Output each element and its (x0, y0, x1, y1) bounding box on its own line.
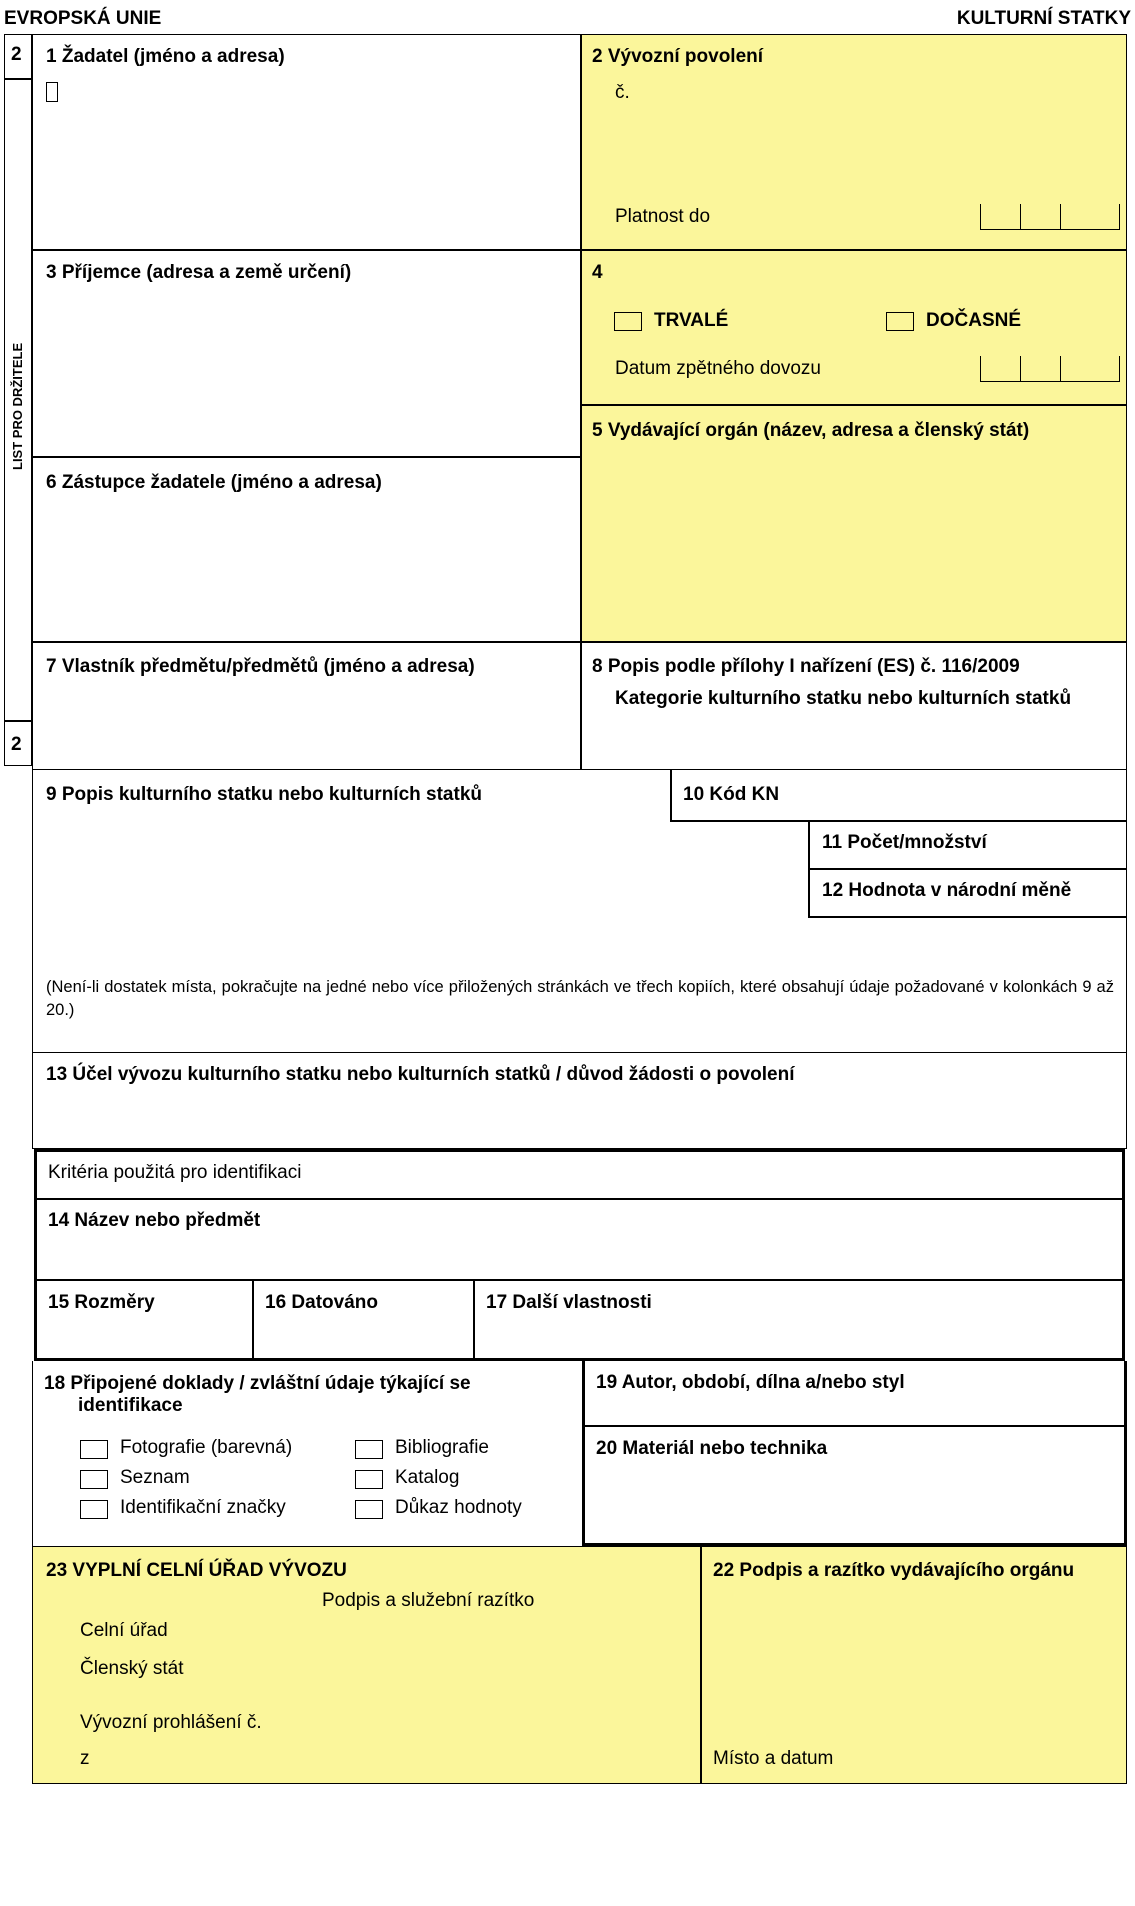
temporary-checkbox[interactable] (886, 312, 914, 331)
box23-export-declaration: Vývozní prohlášení č. (80, 1712, 262, 1733)
photo-label: Fotografie (barevná) (120, 1437, 293, 1458)
permanent-label: TRVALÉ (654, 310, 729, 331)
box18-label-line1: 18 Připojené doklady / zvláštní údaje týkající se (44, 1373, 471, 1394)
valid-until-year[interactable] (1060, 204, 1120, 230)
continuation-note: (Není-li dostatek místa, pokračujte na jedné nebo více přiložených stránkách ve třech kopiích, které obsahují údaje požadované v kolonkách 9 až 20.) (46, 978, 1114, 1019)
box1-label: 1 Žadatel (jméno a adresa) (46, 46, 285, 67)
list-checkbox[interactable] (80, 1470, 108, 1489)
box1-input[interactable] (46, 82, 58, 102)
box17-label: 17 Další vlastnosti (486, 1292, 652, 1313)
side-label: LIST PRO DRŽITELE (10, 342, 25, 470)
box20-label: 20 Materiál nebo technika (596, 1438, 828, 1459)
box11-label: 11 Počet/množství (822, 832, 987, 853)
list-label: Seznam (120, 1467, 190, 1488)
box22-label: 22 Podpis a razítko vydávajícího orgánu (713, 1560, 1075, 1581)
box23-label: 23 VYPLNÍ CELNÍ ÚŘAD VÝVOZU (46, 1560, 347, 1581)
box10-label: 10 Kód KN (683, 784, 780, 805)
reimport-date-label: Datum zpětného dovozu (615, 358, 821, 379)
box18-label (44, 1373, 567, 1417)
box9-label: 9 Popis kulturního statku nebo kulturních statků (46, 784, 482, 805)
box2-label: 2 Vývozní povolení (592, 46, 764, 67)
reimport-year[interactable] (1060, 356, 1120, 382)
box23-customs-office: Celní úřad (80, 1620, 168, 1641)
catalogue-label: Katalog (395, 1467, 460, 1488)
box23-of: z (80, 1748, 90, 1769)
box23-member-state: Členský stát (80, 1658, 184, 1679)
catalogue-checkbox[interactable] (355, 1470, 383, 1489)
box12-label: 12 Hodnota v národní měně (822, 880, 1072, 901)
value-proof-checkbox[interactable] (355, 1500, 383, 1519)
box5-label: 5 Vydávající orgán (název, adresa a členský stát) (592, 420, 1030, 441)
header-right: KULTURNÍ STATKY (956, 8, 1131, 29)
bibliography-checkbox[interactable] (355, 1440, 383, 1459)
sheet-number-top: 2 (11, 44, 22, 65)
box7-label: 7 Vlastník předmětu/předmětů (jméno a adresa) (46, 656, 475, 677)
box2-valid-until: Platnost do (615, 206, 711, 227)
criteria-title: Kritéria použitá pro identifikaci (48, 1162, 302, 1183)
reimport-day[interactable] (980, 356, 1020, 382)
box18-label-line2: identifikace (78, 1395, 183, 1416)
photo-checkbox[interactable] (80, 1440, 108, 1459)
box8-label: 8 Popis podle přílohy I nařízení (ES) č. 116/2009 (592, 656, 1020, 677)
box15-label: 15 Rozměry (48, 1292, 155, 1313)
temporary-label: DOČASNÉ (926, 310, 1022, 331)
reimport-month[interactable] (1020, 356, 1060, 382)
header-left: EVROPSKÁ UNIE (4, 8, 162, 29)
box16-label: 16 Datováno (265, 1292, 378, 1313)
box8-sub: Kategorie kulturního statku nebo kulturních statků (615, 688, 1072, 709)
valid-until-month[interactable] (1020, 204, 1060, 230)
box2-no: č. (615, 82, 630, 103)
box3-label: 3 Příjemce (adresa a země určení) (46, 262, 352, 283)
box6-label: 6 Zástupce žadatele (jméno a adresa) (46, 472, 382, 493)
sheet-number-bottom: 2 (11, 734, 22, 755)
box22-place-date: Místo a datum (713, 1748, 834, 1769)
bibliography-label: Bibliografie (395, 1437, 489, 1458)
permanent-checkbox[interactable] (614, 312, 642, 331)
box23-signature: Podpis a služební razítko (322, 1590, 535, 1611)
marks-checkbox[interactable] (80, 1500, 108, 1519)
value-proof-label: Důkaz hodnoty (395, 1497, 522, 1518)
box4-label: 4 (592, 262, 603, 283)
valid-until-day[interactable] (980, 204, 1020, 230)
box14-label: 14 Název nebo předmět (48, 1210, 261, 1231)
box19-label: 19 Autor, období, dílna a/nebo styl (596, 1372, 905, 1393)
marks-label: Identifikační značky (120, 1497, 286, 1518)
box13-label: 13 Účel vývozu kulturního statku nebo kulturních statků / důvod žádosti o povolení (46, 1064, 795, 1085)
